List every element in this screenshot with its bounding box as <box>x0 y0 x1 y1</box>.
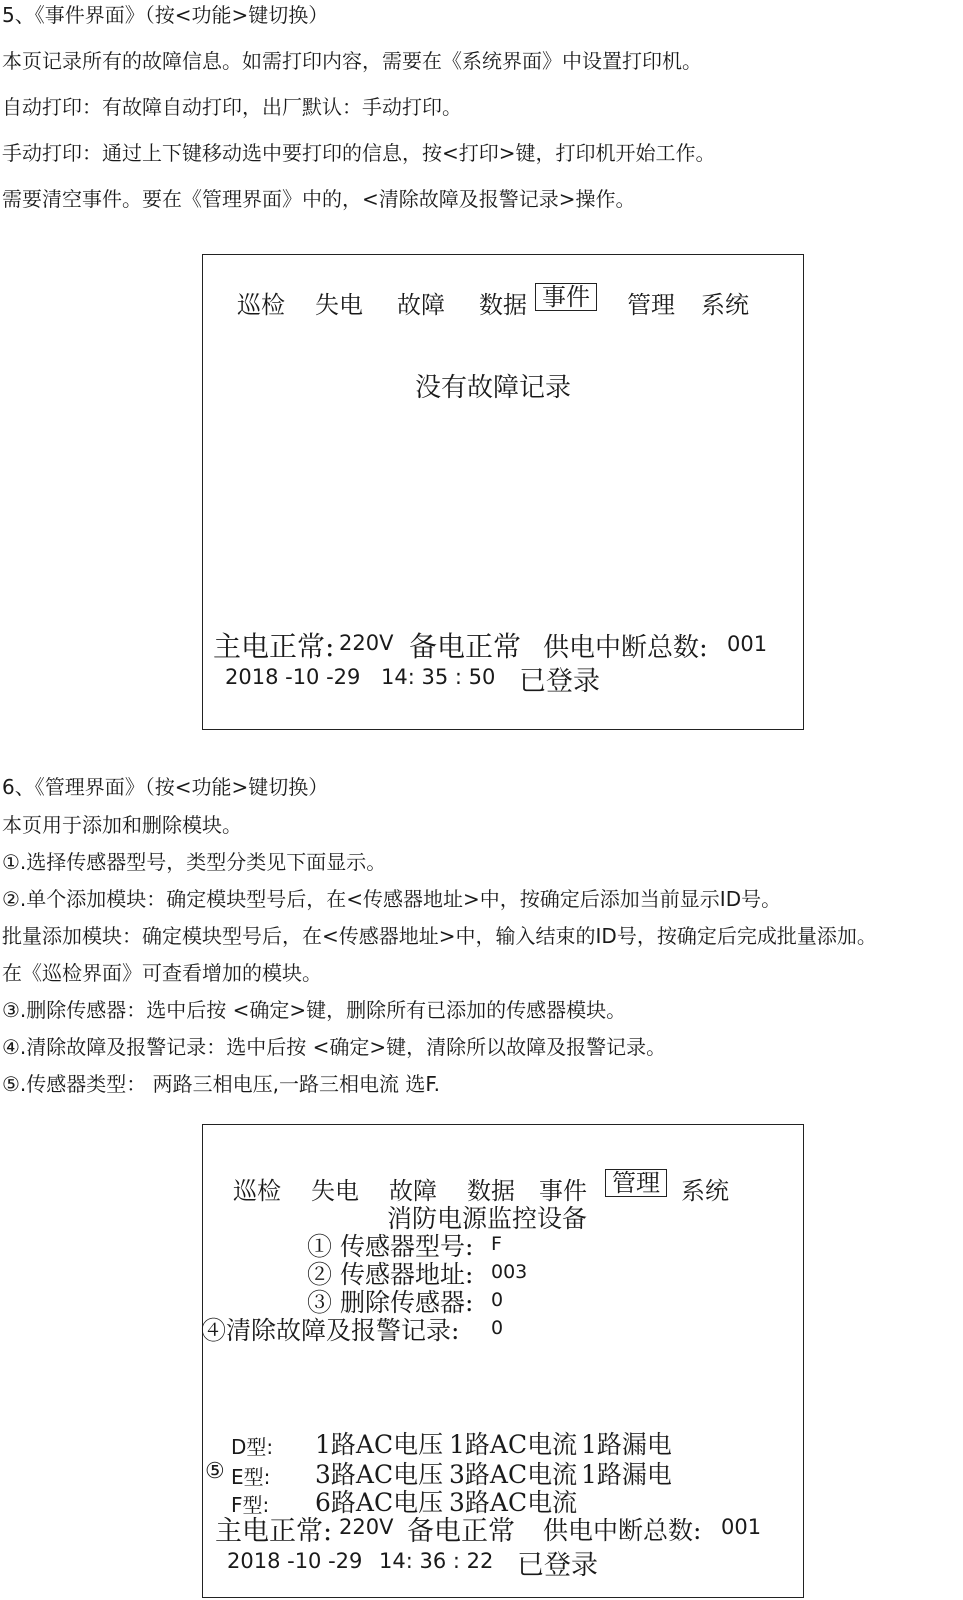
sensor-type-value: F <box>491 1233 502 1255</box>
backup-power-status: 备电正常 <box>407 1516 515 1547</box>
section6-line: ⑤.传感器类型： 两路三相电压,一路三相电流 选F. <box>2 1072 441 1096</box>
tab-system[interactable]: 系统 <box>701 291 749 319</box>
menu-clear-records[interactable]: ④清除故障及报警记录: <box>201 1316 460 1345</box>
tab-data[interactable]: 数据 <box>467 1177 515 1205</box>
type-e-leak: 1路漏电 <box>581 1460 672 1489</box>
date-display: 2018 -10 -29 <box>225 665 361 689</box>
event-screen <box>202 254 804 730</box>
tab-event[interactable]: 事件 <box>539 1177 587 1205</box>
type-e-voltage: 3路AC电压 <box>315 1460 444 1489</box>
menu-sensor-address[interactable]: ② 传感器地址: <box>307 1260 474 1289</box>
tab-patrol[interactable]: 巡检 <box>233 1177 281 1205</box>
type-d-current: 1路AC电流 <box>449 1430 578 1459</box>
no-fault-message: 没有故障记录 <box>415 373 572 403</box>
tab-fault[interactable]: 故障 <box>389 1177 437 1205</box>
tab-manage[interactable]: 管理 <box>605 1169 667 1197</box>
section6-line: ③.删除传感器：选中后按 <确定>键，删除所有已添加的传感器模块。 <box>2 998 627 1022</box>
type-f-voltage: 6路AC电压 <box>315 1488 444 1517</box>
tab-event[interactable]: 事件 <box>535 283 597 311</box>
main-power-status: 主电正常: <box>213 630 335 663</box>
outage-count-label: 供电中断总数: <box>543 1516 702 1545</box>
main-power-status: 主电正常: <box>215 1516 333 1547</box>
tab-data[interactable]: 数据 <box>479 291 527 319</box>
device-title: 消防电源监控设备 <box>387 1204 588 1233</box>
outage-count-label: 供电中断总数: <box>543 633 708 663</box>
type-e-current: 3路AC电流 <box>449 1460 578 1489</box>
outage-count-value: 001 <box>727 632 768 656</box>
section6-line: 本页用于添加和删除模块。 <box>2 813 242 837</box>
type-d-leak: 1路漏电 <box>581 1430 672 1459</box>
type-d-voltage: 1路AC电压 <box>315 1430 444 1459</box>
menu-sensor-type[interactable]: ① 传感器型号: <box>307 1232 474 1261</box>
manage-screen <box>202 1124 804 1598</box>
tab-manage[interactable]: 管理 <box>627 291 675 319</box>
type-f-name: F型: <box>231 1493 270 1517</box>
time-display: 14: 35 : 50 <box>381 665 496 689</box>
tab-system[interactable]: 系统 <box>681 1177 729 1205</box>
outage-count-value: 001 <box>721 1515 762 1539</box>
section5-heading: 5、《事件界面》（按<功能>键切换） <box>2 3 329 27</box>
tab-patrol[interactable]: 巡检 <box>237 291 285 319</box>
sensor-address-value: 003 <box>491 1261 528 1283</box>
menu-delete-sensor[interactable]: ③ 删除传感器: <box>307 1288 474 1317</box>
clear-records-value: 0 <box>491 1317 504 1339</box>
section6-line: 在《巡检界面》可查看增加的模块。 <box>2 961 322 985</box>
section5-line: 需要清空事件。要在《管理界面》中的，<清除故障及报警记录>操作。 <box>2 187 636 211</box>
delete-sensor-value: 0 <box>491 1289 504 1311</box>
section5-line: 手动打印：通过上下键移动选中要打印的信息，按<打印>键，打印机开始工作。 <box>2 141 716 165</box>
section6-line: ④.清除故障及报警记录：选中后按 <确定>键，清除所以故障及报警记录。 <box>2 1035 667 1059</box>
voltage-value: 220V <box>339 1515 394 1539</box>
type-f-current: 3路AC电流 <box>449 1488 578 1517</box>
time-display: 14: 36 : 22 <box>379 1549 494 1573</box>
section6-line: ①.选择传感器型号，类型分类见下面显示。 <box>2 850 387 874</box>
type-d-name: D型: <box>231 1435 274 1459</box>
backup-power-status: 备电正常 <box>409 630 522 663</box>
type-e-name: E型: <box>231 1465 271 1489</box>
section6-heading: 6、《管理界面》（按<功能>键切换） <box>2 775 329 799</box>
tab-fault[interactable]: 故障 <box>397 291 445 319</box>
section6-line: ②.单个添加模块：确定模块型号后，在<传感器地址>中，按确定后添加当前显示ID号。 <box>2 887 782 911</box>
section6-line: 批量添加模块：确定模块型号后，在<传感器地址>中，输入结束的ID号，按确定后完成批量添加。 <box>2 924 877 948</box>
tab-power-loss[interactable]: 失电 <box>315 291 363 319</box>
date-display: 2018 -10 -29 <box>227 1549 363 1573</box>
section5-line: 自动打印：有故障自动打印，出厂默认：手动打印。 <box>2 95 462 119</box>
section5-line: 本页记录所有的故障信息。如需打印内容，需要在《系统界面》中设置打印机。 <box>2 49 702 73</box>
voltage-value: 220V <box>339 631 394 655</box>
login-status: 已登录 <box>517 1550 598 1581</box>
types-marker: ⑤ <box>205 1459 225 1484</box>
tab-power-loss[interactable]: 失电 <box>311 1177 359 1205</box>
login-status: 已登录 <box>519 666 600 697</box>
